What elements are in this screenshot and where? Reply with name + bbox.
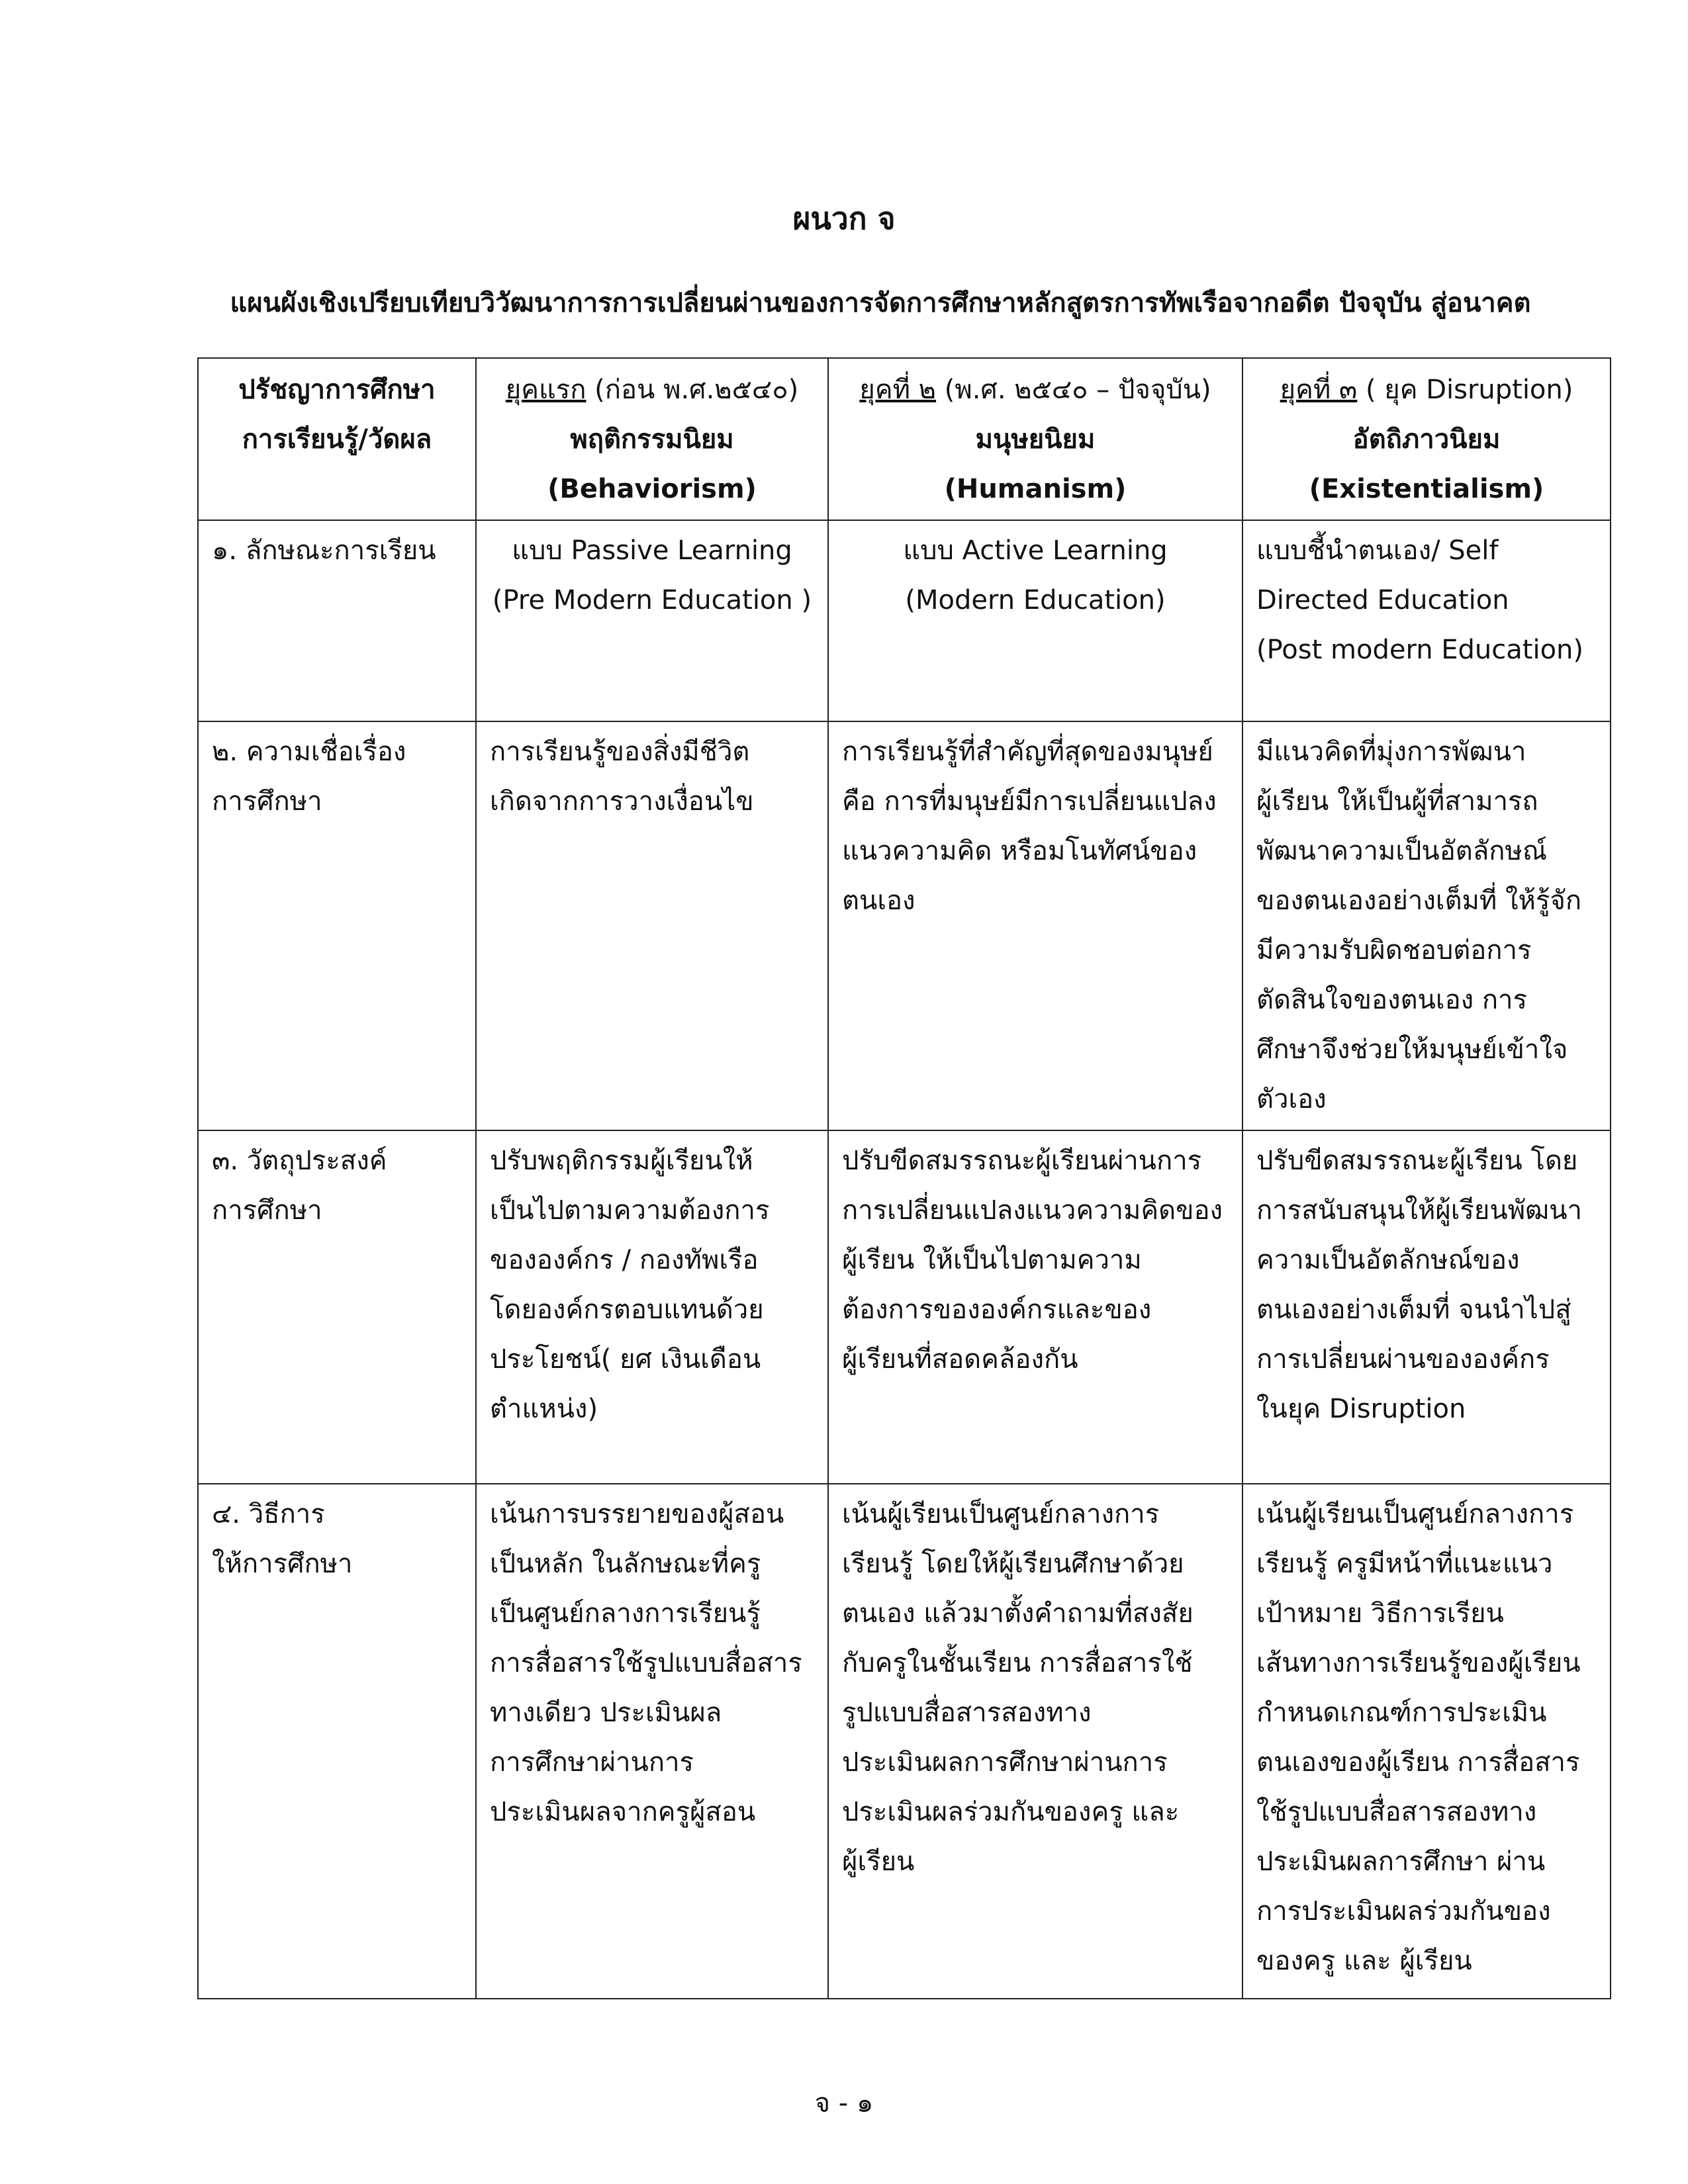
cell-line: ตนเองอย่างเต็มที่ จนนำไปสู่ <box>1256 1295 1571 1325</box>
row-topic <box>198 721 476 1130</box>
cell-line: ประเมินผลจากครูผู้สอน <box>490 1797 756 1827</box>
cell-line: โดยองค์กรตอบแทนด้วย <box>490 1295 764 1325</box>
cell-era-1 <box>476 520 828 721</box>
header-era-1 <box>476 358 828 520</box>
cell-line: กับครูในชั้นเรียน การสื่อสารใช้ <box>842 1648 1193 1678</box>
cell-line: แบบ Passive Learning <box>512 535 792 566</box>
cell-line: ต้องการขององค์กรและของ <box>842 1295 1152 1325</box>
cell-line: ความเป็นอัตลักษณ์ของ <box>1256 1245 1520 1275</box>
row-topic <box>198 1130 476 1484</box>
cell-line: มีความรับผิดชอบต่อการ <box>1256 935 1532 966</box>
cell-era-2 <box>828 1130 1243 1484</box>
era-name: อัตถิภาวนิยม <box>1352 424 1501 455</box>
cell-line: เน้นการบรรยายของผู้สอน <box>490 1499 784 1529</box>
table-row <box>198 1130 1611 1484</box>
era-label: ยุคแรก (ก่อน พ.ศ.๒๕๔๐) <box>505 375 799 405</box>
cell-era-3 <box>1243 520 1611 721</box>
cell-line: ผู้เรียน <box>842 1846 915 1877</box>
cell-line: การศึกษา <box>212 786 322 817</box>
table-header-row <box>198 358 1611 520</box>
era-label: ยุคที่ ๒ (พ.ศ. ๒๕๔๐ – ปัจจุบัน) <box>859 375 1211 405</box>
cell-line: ตนเอง <box>842 886 915 916</box>
cell-line: เรียนรู้ ครูมีหน้าที่แนะแนว <box>1256 1549 1553 1579</box>
cell-line: ให้การศึกษา <box>212 1549 353 1579</box>
cell-era-3 <box>1243 721 1611 1130</box>
cell-era-2 <box>828 1484 1243 1999</box>
cell-line: Directed Education <box>1256 585 1509 615</box>
cell-line: (Pre Modern Education ) <box>492 585 812 615</box>
comparison-table <box>197 357 1611 1999</box>
cell-line: การประเมินผลร่วมกันของ <box>1256 1896 1551 1927</box>
cell-line: การเปลี่ยนแปลงแนวความคิดของ <box>842 1195 1223 1226</box>
cell-line: ประเมินผลการศึกษาผ่านการ <box>842 1747 1168 1778</box>
cell-line: (Post modern Education) <box>1256 635 1584 665</box>
cell-line: การเปลี่ยนผ่านขององค์กร <box>1256 1344 1550 1375</box>
cell-era-1 <box>476 1484 828 1999</box>
cell-line: ทางเดียว ประเมินผล <box>490 1698 722 1728</box>
cell-line: มีแนวคิดที่มุ่งการพัฒนา <box>1256 737 1526 767</box>
cell-line: การสนับสนุนให้ผู้เรียนพัฒนา <box>1256 1195 1582 1226</box>
cell-line: ผู้เรียนที่สอดคล้องกัน <box>842 1344 1078 1375</box>
header-era-3 <box>1243 358 1611 520</box>
cell-line: การศึกษา <box>212 1195 322 1226</box>
cell-line: เป็นศูนย์กลางการเรียนรู้ <box>490 1598 761 1629</box>
cell-line: ขององค์กร / กองทัพเรือ <box>490 1245 759 1275</box>
cell-line: กำหนดเกณฑ์การประเมิน <box>1256 1698 1547 1728</box>
cell-line: เรียนรู้ โดยให้ผู้เรียนศึกษาด้วย <box>842 1549 1184 1579</box>
cell-line: ผู้เรียน ให้เป็นผู้ที่สามารถ <box>1256 786 1538 817</box>
cell-line: ตนเองของผู้เรียน การสื่อสาร <box>1256 1747 1580 1778</box>
page-number: จ - ๑ <box>814 2088 874 2118</box>
cell-era-1 <box>476 1130 828 1484</box>
cell-era-2 <box>828 721 1243 1130</box>
cell-line: ๑. ลักษณะการเรียน <box>212 535 436 566</box>
cell-line: เป้าหมาย วิธีการเรียน <box>1256 1598 1504 1629</box>
cell-line: ศึกษาจึงช่วยให้มนุษย์เข้าใจ <box>1256 1034 1568 1065</box>
cell-line: ปรับพฤติกรรมผู้เรียนให้ <box>490 1146 753 1176</box>
cell-line: ของตนเองอย่างเต็มที่ ให้รู้จัก <box>1256 886 1582 916</box>
cell-line: แบบชี้นำตนเอง/ Self <box>1256 535 1499 566</box>
cell-line: การเรียนรู้ที่สำคัญที่สุดของมนุษย์ <box>842 737 1213 767</box>
cell-line: เน้นผู้เรียนเป็นศูนย์กลางการ <box>842 1499 1160 1529</box>
cell-line: ของครู และ ผู้เรียน <box>1256 1946 1472 1976</box>
cell-line: เส้นทางการเรียนรู้ของผู้เรียน <box>1256 1648 1581 1678</box>
cell-line: ประเมินผลร่วมกันของครู และ <box>842 1797 1180 1827</box>
cell-line: แนวความคิด หรือมโนทัศน์ของ <box>842 836 1197 866</box>
cell-line: (Modern Education) <box>905 585 1166 615</box>
cell-line: ผู้เรียน ให้เป็นไปตามความ <box>842 1245 1142 1275</box>
era-label: ยุคที่ ๓ ( ยุค Disruption) <box>1280 375 1573 405</box>
header-philosophy-line: ปรัชญาการศึกษา <box>238 375 436 405</box>
table-row <box>198 520 1611 721</box>
cell-line: ๓. วัตถุประสงค์ <box>212 1146 387 1176</box>
cell-line: พัฒนาความเป็นอัตลักษณ์ <box>1256 836 1547 866</box>
cell-line: เกิดจากการวางเงื่อนไข <box>490 786 754 817</box>
cell-line: ใช้รูปแบบสื่อสารสองทาง <box>1256 1797 1537 1827</box>
document-title: แผนผังเชิงเปรียบเทียบวิวัฒนาการการเปลี่ยนผ่านของการจัดการศึกษาหลักสูตรการทัพเรือจากอดีต ปัจจุบัน สู่อนาคต <box>230 288 1531 318</box>
cell-line: ตำแหน่ง) <box>490 1394 598 1424</box>
cell-line: ตัดสินใจของตนเอง การ <box>1256 985 1528 1015</box>
cell-line: คือ การที่มนุษย์มีการเปลี่ยนแปลง <box>842 786 1217 817</box>
page-heading: ผนวก จ <box>792 201 896 236</box>
table-row <box>198 721 1611 1130</box>
era-name-en: (Humanism) <box>944 474 1127 504</box>
cell-era-1 <box>476 721 828 1130</box>
era-name-en: (Existentialism) <box>1309 474 1544 504</box>
cell-line: ประเมินผลการศึกษา ผ่าน <box>1256 1846 1546 1877</box>
cell-line: เป็นหลัก ในลักษณะที่ครู <box>490 1549 761 1579</box>
header-philosophy <box>198 358 476 520</box>
cell-line: การเรียนรู้ของสิ่งมีชีวิต <box>490 737 750 767</box>
era-name: พฤติกรรมนิยม <box>570 424 734 455</box>
cell-line: ประโยชน์( ยศ เงินเดือน <box>490 1344 761 1375</box>
cell-era-3 <box>1243 1130 1611 1484</box>
cell-line: เน้นผู้เรียนเป็นศูนย์กลางการ <box>1256 1499 1574 1529</box>
cell-line: การสื่อสารใช้รูปแบบสื่อสาร <box>490 1648 802 1678</box>
cell-era-2 <box>828 520 1243 721</box>
cell-line: ปรับขีดสมรรถนะผู้เรียน โดย <box>1256 1146 1578 1176</box>
cell-line: เป็นไปตามความต้องการ <box>490 1195 770 1226</box>
cell-line: ๒. ความเชื่อเรื่อง <box>212 737 406 767</box>
table-row <box>198 1484 1611 1999</box>
cell-line: แบบ Active Learning <box>903 535 1168 566</box>
era-name-en: (Behaviorism) <box>547 474 757 504</box>
header-era-2 <box>828 358 1243 520</box>
cell-line: รูปแบบสื่อสารสองทาง <box>842 1698 1092 1728</box>
cell-line: ตนเอง แล้วมาตั้งคำถามที่สงสัย <box>842 1598 1194 1629</box>
cell-line: ตัวเอง <box>1256 1084 1327 1115</box>
cell-line: การศึกษาผ่านการ <box>490 1747 694 1778</box>
row-topic <box>198 1484 476 1999</box>
cell-line: ปรับขีดสมรรถนะผู้เรียนผ่านการ <box>842 1146 1202 1176</box>
header-philosophy-line: การเรียนรู้/วัดผล <box>242 424 432 455</box>
row-topic <box>198 520 476 721</box>
era-name: มนุษยนิยม <box>975 424 1096 455</box>
cell-line: ในยุค Disruption <box>1256 1394 1466 1424</box>
cell-era-3 <box>1243 1484 1611 1999</box>
cell-line: ๔. วิธีการ <box>212 1499 325 1529</box>
